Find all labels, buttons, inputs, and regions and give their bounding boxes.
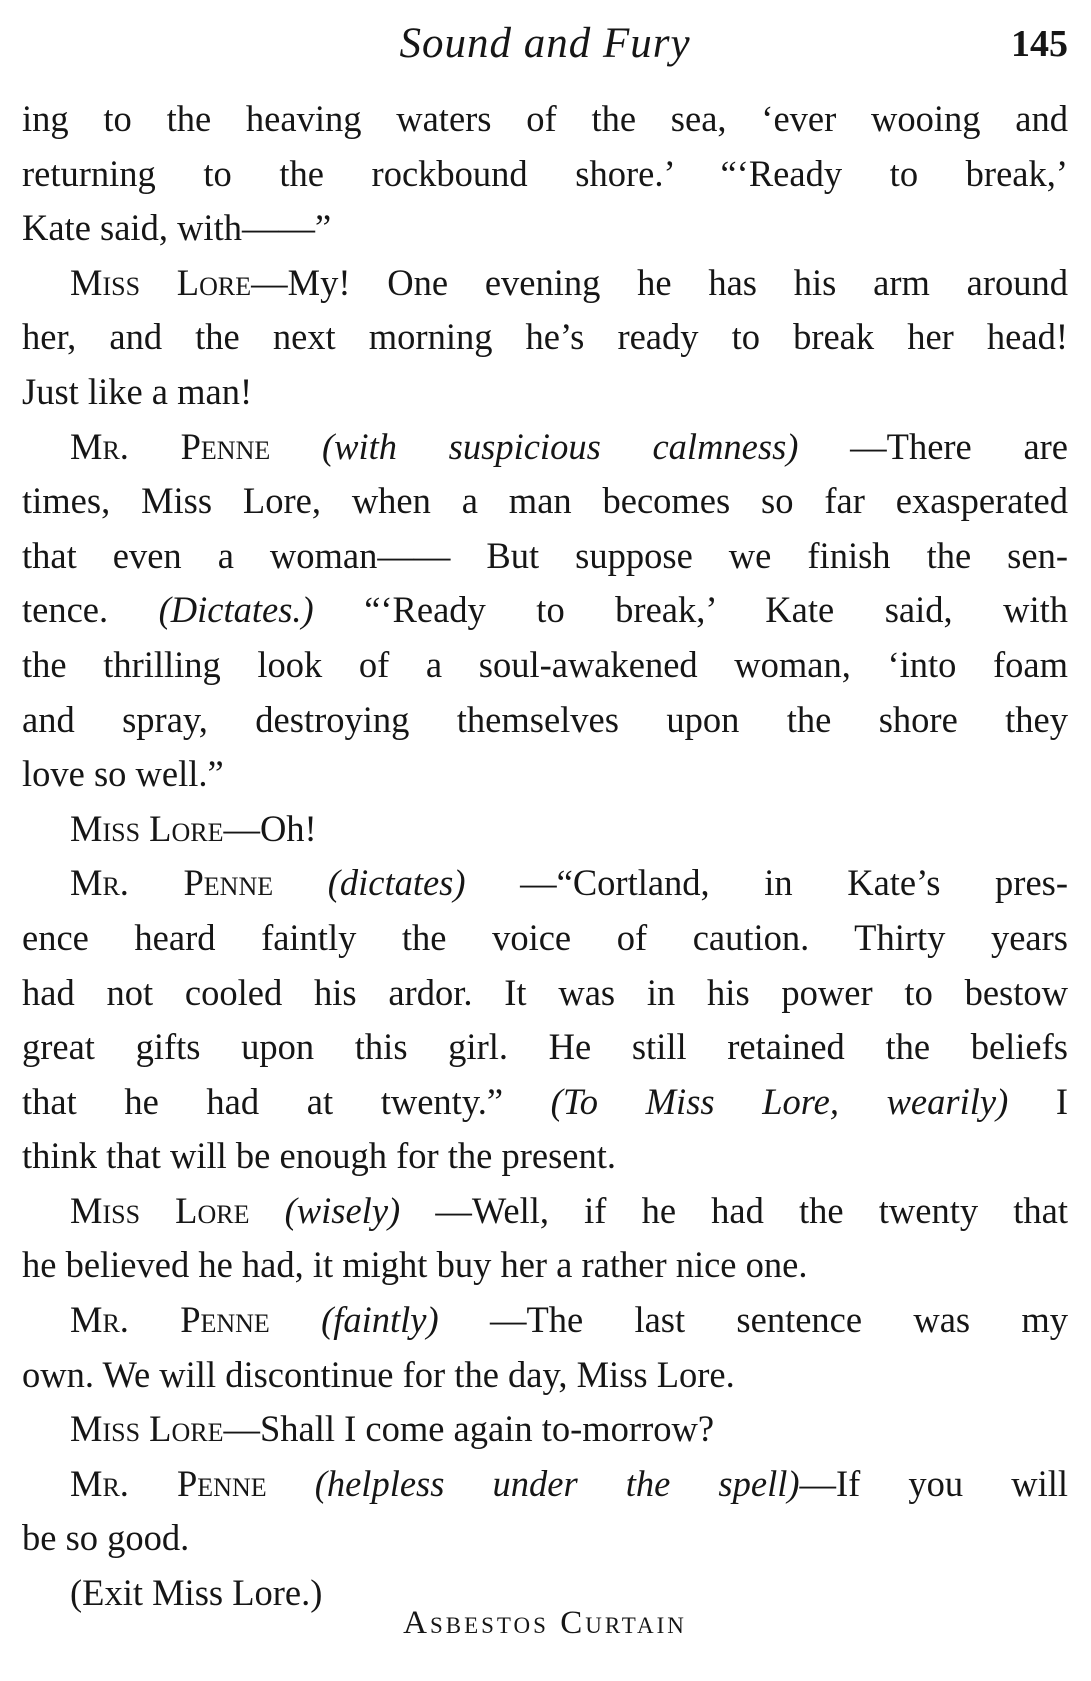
text-line: [22, 1184, 1068, 1239]
speaker-name: Miss Lore: [70, 1408, 224, 1450]
text-line: [22, 747, 1068, 802]
text-line: [22, 1348, 1068, 1403]
text-run: own. We will discontinue for the day, Miss Lore.: [22, 1353, 735, 1395]
running-title: Sound and Fury: [399, 20, 691, 67]
text-line: [22, 529, 1068, 584]
text-run: Just like a man!: [22, 370, 253, 412]
stage-direction: (helpless under the spell): [314, 1462, 800, 1504]
text-run: —The last sentence was my: [489, 1299, 1069, 1341]
text-line: [22, 583, 1068, 638]
text-run: “‘Ready to break,’ Kate said, with: [364, 589, 1069, 631]
stage-direction: (dictates): [327, 862, 466, 904]
text-run: that even a woman—— But suppose we finish the sen-: [22, 534, 1068, 576]
text-line: [22, 856, 1068, 911]
text-run: returning to the rockbound shore.’ “‘Ready to break,’: [22, 152, 1068, 194]
text-line: [22, 966, 1068, 1021]
stage-direction: (wisely): [284, 1189, 401, 1231]
text-run: he believed he had, it might buy her a rather nice one.: [22, 1244, 808, 1286]
text-run: the thrilling look of a soul-awakened woman, ‘into foam: [22, 643, 1068, 685]
text-line: [22, 638, 1068, 693]
book-page: [22, 0, 1068, 1681]
text-line: [22, 1075, 1068, 1130]
text-line: [22, 1129, 1068, 1184]
text-run: and spray, destroying themselves upon the shore they: [22, 698, 1068, 740]
text-run: tence.: [22, 589, 109, 631]
text-line: [22, 147, 1068, 202]
text-run: Kate said, with——”: [22, 207, 332, 249]
text-run: ence heard faintly the voice of caution. Thirty years: [22, 916, 1068, 958]
text-run: —Shall I come again to-morrow?: [223, 1408, 715, 1450]
signature-mark: Asbestos Curtain: [403, 1605, 687, 1641]
text-line: [22, 256, 1068, 311]
speaker-name: Mr. Penne: [70, 862, 274, 904]
text-run: —Oh!: [223, 807, 317, 849]
stage-direction: (Dictates.): [158, 589, 314, 631]
text-line: [22, 310, 1068, 365]
stage-direction: (faintly): [321, 1299, 439, 1341]
text-run: —There are: [850, 425, 1069, 467]
text-run: —My! One evening he has his arm around: [251, 261, 1069, 303]
running-head: [22, 14, 1068, 74]
text-line: [22, 365, 1068, 420]
text-run: times, Miss Lore, when a man becomes so far exasperated: [22, 480, 1068, 522]
text-run: that he had at twenty.”: [22, 1080, 504, 1122]
stage-direction: (with suspicious calmness): [321, 425, 799, 467]
text-run: —“Cortland, in Kate’s pres-: [520, 862, 1069, 904]
text-line: [22, 1238, 1068, 1293]
text-line: [22, 1457, 1068, 1512]
text-run: great gifts upon this girl. He still retained the beliefs: [22, 1026, 1068, 1068]
text-run: be so good.: [22, 1517, 190, 1559]
text-line: [22, 474, 1068, 529]
text-line: [22, 1511, 1068, 1566]
body-text: [22, 92, 1068, 1621]
text-run: ing to the heaving waters of the sea, ‘ever wooing and: [22, 98, 1068, 139]
text-line: [22, 420, 1068, 475]
text-run: —If you will: [799, 1462, 1069, 1504]
text-line: [22, 1020, 1068, 1075]
stage-direction: (To Miss Lore, wearily): [550, 1080, 1009, 1122]
speaker-name: Mr. Penne: [70, 1462, 267, 1504]
text-line: [22, 92, 1068, 147]
text-run: her, and the next morning he’s ready to break her head!: [22, 316, 1068, 358]
speaker-name: Miss Lore: [70, 1189, 250, 1231]
page-number: 145: [1011, 23, 1068, 65]
text-line: [22, 911, 1068, 966]
speaker-name: Mr. Penne: [70, 425, 271, 467]
text-line: [22, 1293, 1068, 1348]
speaker-name: Miss Lore: [70, 261, 252, 303]
text-line: [22, 693, 1068, 748]
text-line: [22, 201, 1068, 256]
text-run: I: [1055, 1080, 1069, 1122]
speaker-name: Miss Lore: [70, 807, 224, 849]
text-run: had not cooled his ardor. It was in his power to bestow: [22, 971, 1068, 1013]
text-line: [22, 1402, 1068, 1457]
speaker-name: Mr. Penne: [70, 1299, 270, 1341]
text-run: —Well, if he had the twenty that: [435, 1189, 1069, 1231]
text-run: think that will be enough for the present.: [22, 1135, 616, 1177]
text-line: [22, 802, 1068, 857]
text-run: love so well.”: [22, 753, 224, 795]
exit-direction: (Exit Miss Lore.): [70, 1572, 323, 1614]
